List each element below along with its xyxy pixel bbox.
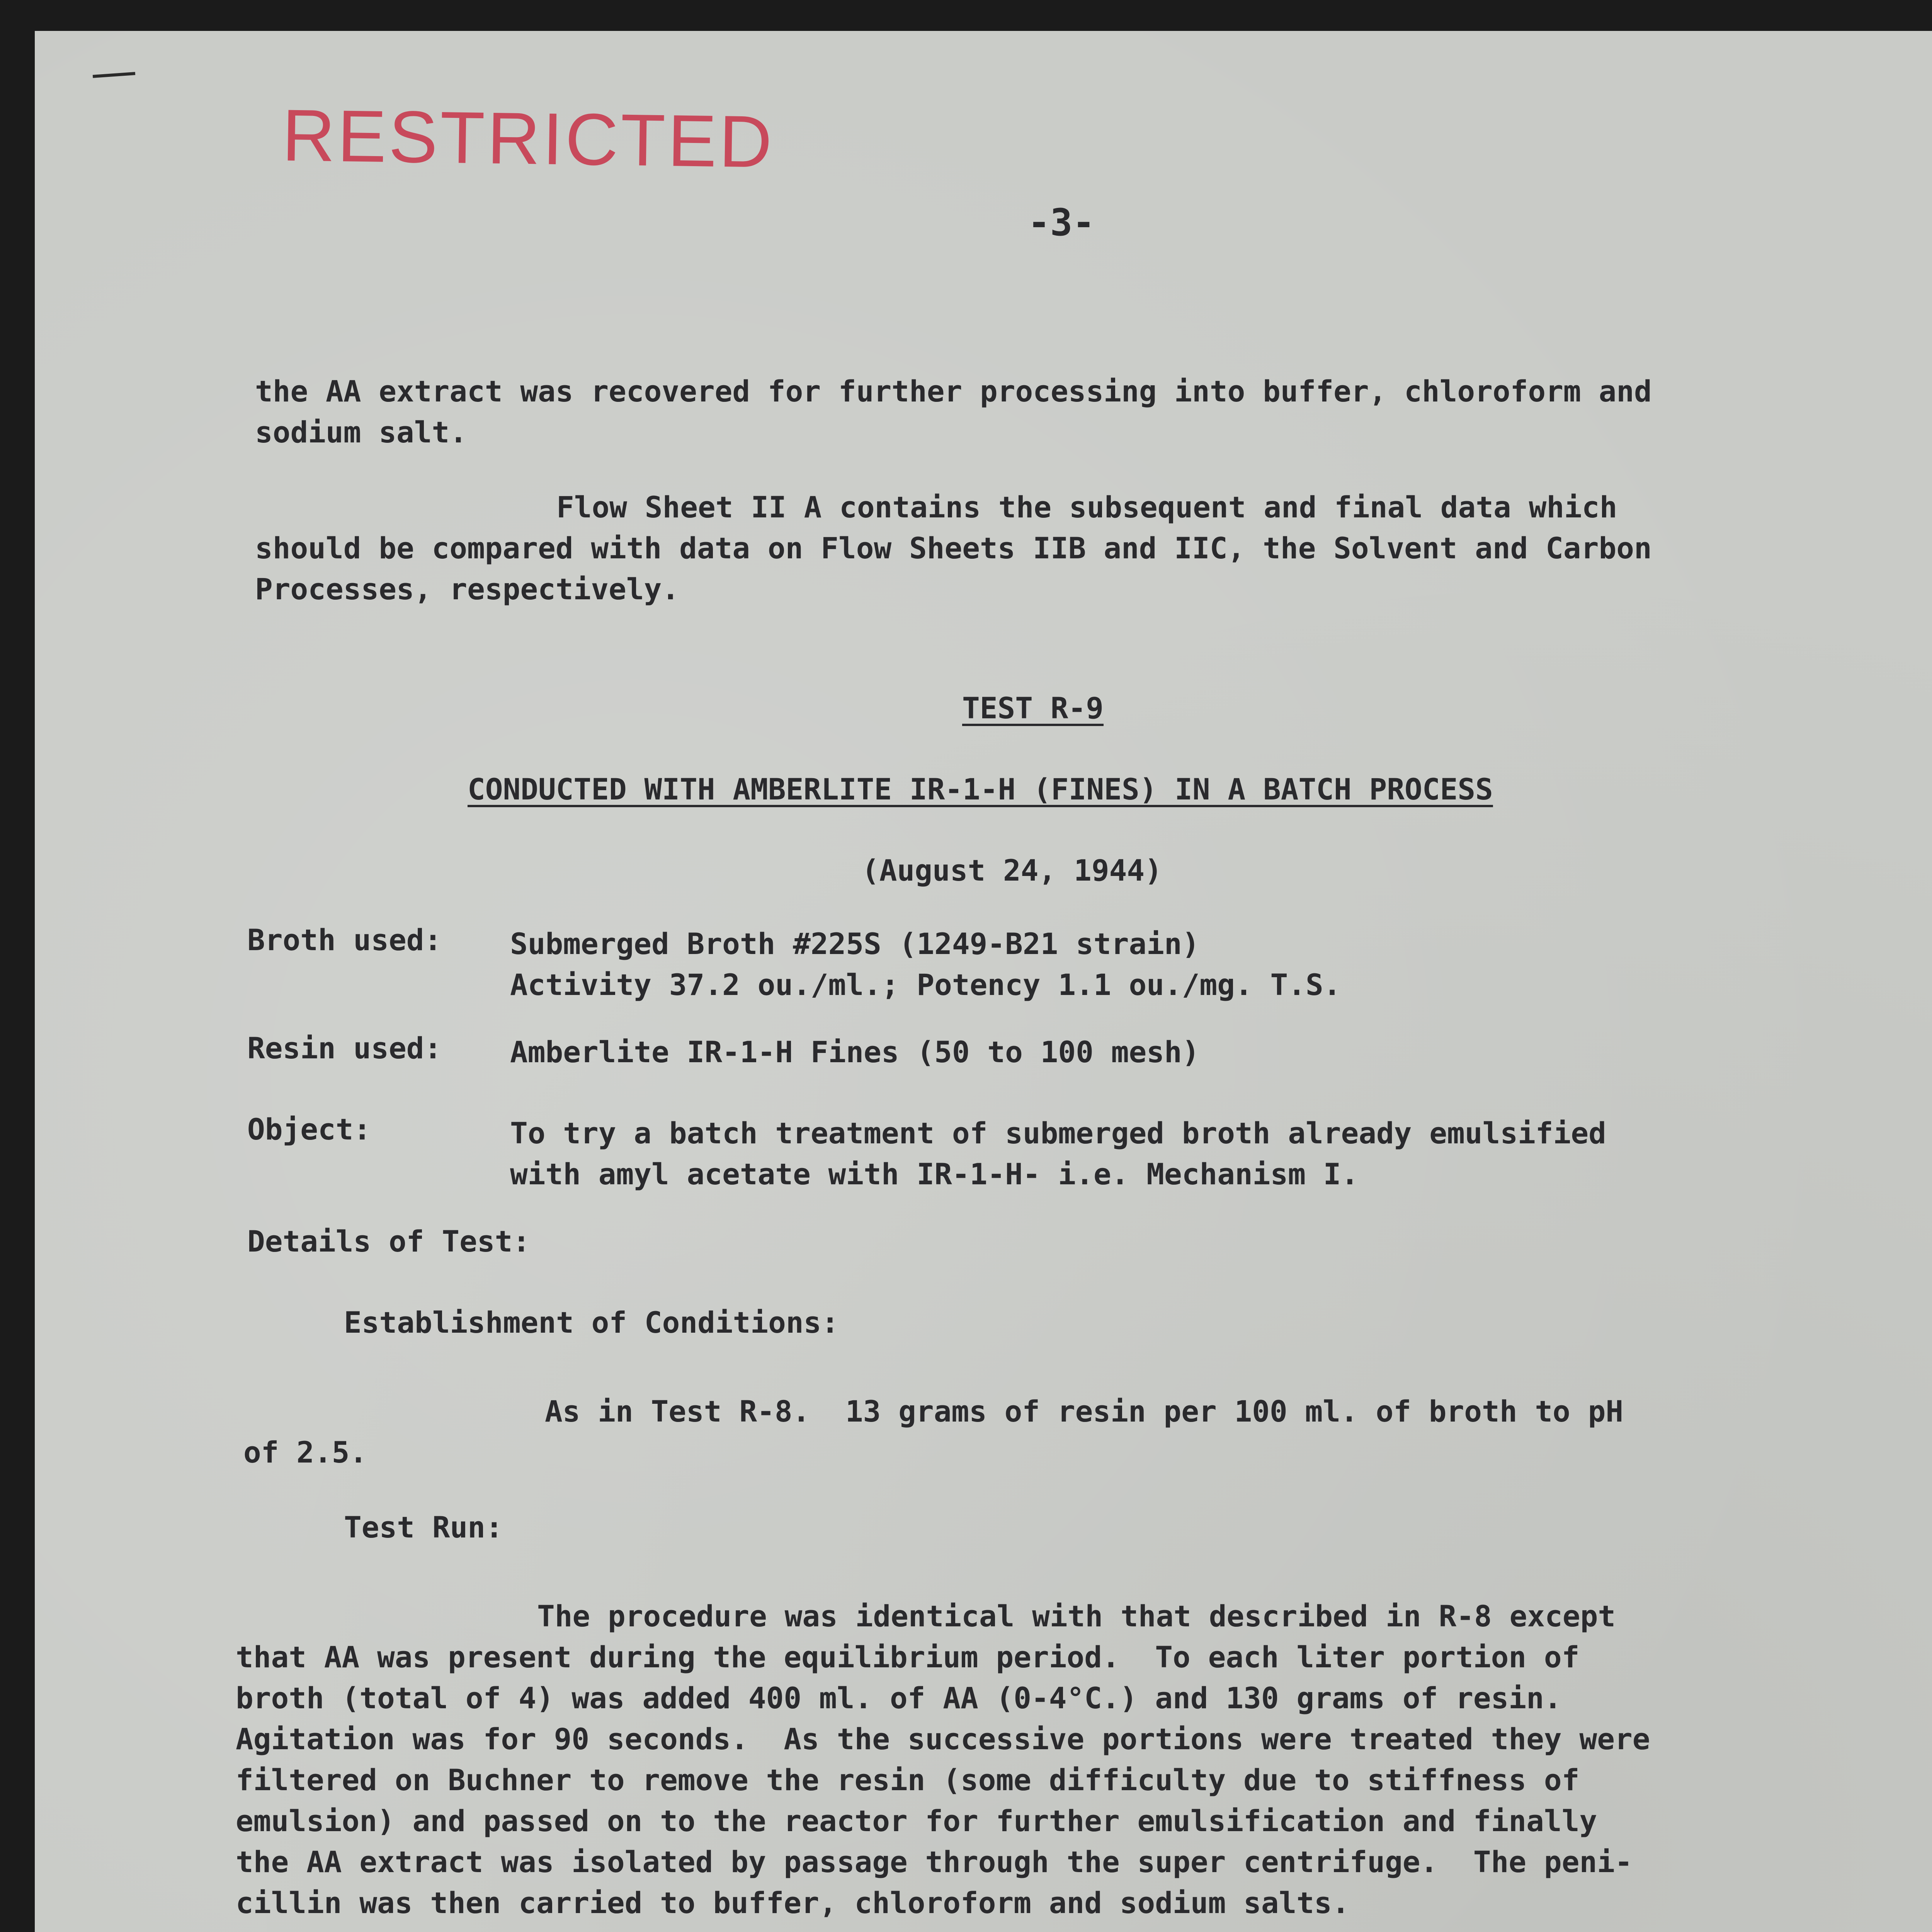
broth-value: Submerged Broth #225S (1249-B21 strain) Activity 37.2 ou./ml.; Potency 1.1 ou./mg. T.S. [510, 927, 1341, 1002]
test-run-text: The procedure was identical with that described in R-8 except that AA was present during the equilibrium period. To each liter portion of broth (total of 4) was added 400 ml. of AA (0-4°C.) and 130 grams of resin. Agitation was for 90 seconds. As the successive portions were treated they were filtered on Buchner to remove the resin (some difficulty due to stiffness of emulsion) and passed on to the reactor for further emulsification and finally the AA extract was isolated by passage through the super centrifuge. The peni- cillin was then carried to buffer, chloroform and sodium salts. [236, 1599, 1650, 1920]
object-value: To try a batch treatment of submerged broth already emulsified with amyl acetate with IR-1-H- i.e. Mechanism I. [510, 1116, 1606, 1191]
test-run-heading: Test Run: [344, 1510, 503, 1544]
broth-label: Broth used: [247, 923, 442, 957]
page-number: -3- [1028, 201, 1095, 244]
test-title: TEST R-9 [962, 691, 1104, 725]
object-label: Object: [247, 1112, 371, 1146]
conditions-paragraph [243, 1391, 1623, 1473]
restricted-stamp: RESTRICTED [281, 94, 775, 183]
resin-value: Amberlite IR-1-H Fines (50 to 100 mesh) [510, 1035, 1200, 1069]
resin-label: Resin used: [247, 1031, 442, 1065]
conditions-heading: Establishment of Conditions: [344, 1305, 839, 1340]
document-page [35, 31, 1932, 1932]
test-subtitle: CONDUCTED WITH AMBERLITE IR-1-H (FINES) IN A BATCH PROCESS [468, 772, 1493, 806]
paragraph-flow-sheet [255, 487, 1932, 610]
test-date: (August 24, 1944) [862, 853, 1162, 888]
paragraph-flow-sheet-text: Flow Sheet II A contains the subsequent and final data which should be compared with data on Flow Sheets IIB and IIC, the Solvent and Carbon Processes, respectively. [255, 490, 1652, 606]
details-heading: Details of Test: [247, 1224, 531, 1259]
test-run-paragraph [236, 1596, 1650, 1923]
conditions-text: As in Test R-8. 13 grams of resin per 100 ml. of broth to pH of 2.5. [243, 1394, 1624, 1469]
paragraph-continuation: the AA extract was recovered for further processing into buffer, chloroform and sodium salt. [255, 374, 1652, 449]
pen-mark [93, 72, 135, 78]
